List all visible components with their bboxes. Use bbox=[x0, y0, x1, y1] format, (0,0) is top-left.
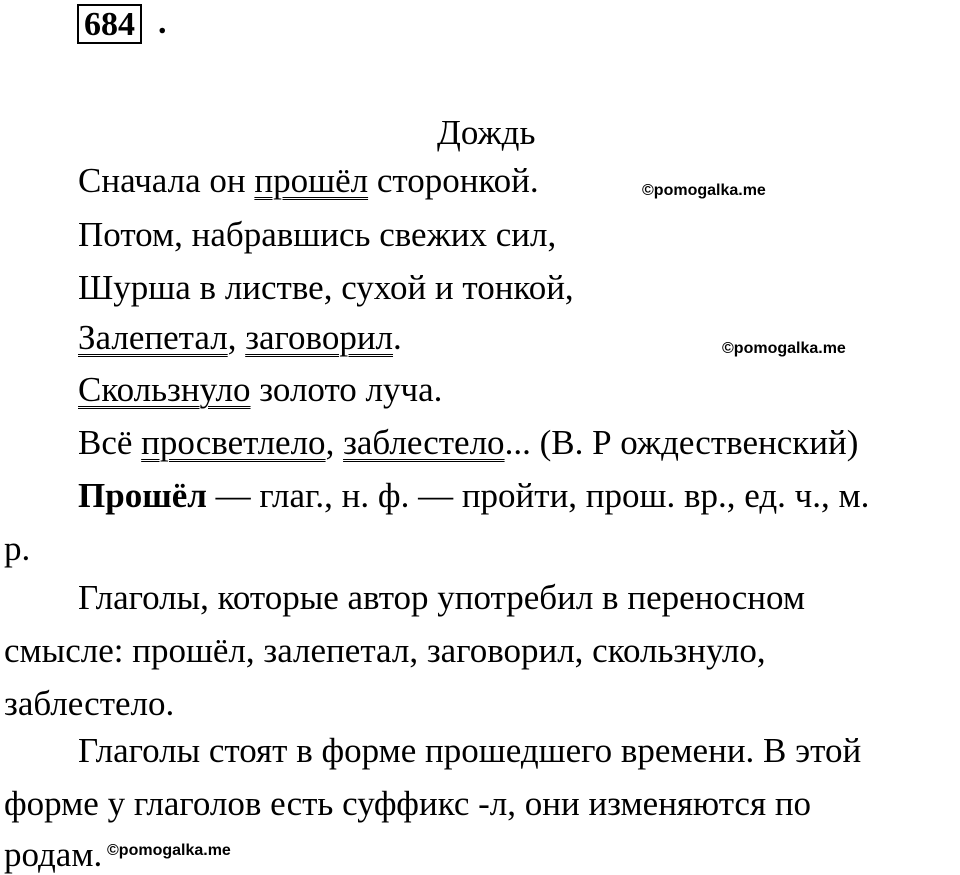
paragraph-1-line-2: смысле: прошёл, залепетал, заговорил, скользнуло, bbox=[4, 631, 766, 670]
verb-zablestelo: заблестело bbox=[343, 423, 505, 462]
poem-line-4 bbox=[78, 318, 402, 358]
poem-line-6-start: Всё bbox=[78, 423, 142, 462]
watermark-1: ©pomogalka.me bbox=[642, 182, 766, 199]
watermark-2: ©pomogalka.me bbox=[722, 340, 846, 357]
poem-line-5-end: золото луча. bbox=[250, 370, 443, 409]
analysis-word: Прошёл bbox=[78, 476, 207, 515]
paragraph-2-line-3: родам. bbox=[4, 835, 103, 874]
exercise-number-dot: . bbox=[158, 4, 167, 41]
verb-zalepetal: Залепетал bbox=[78, 318, 228, 357]
analysis-line-1 bbox=[78, 476, 869, 516]
poem-line-6-sep: , bbox=[325, 423, 344, 462]
poem-title: Дождь bbox=[437, 113, 536, 152]
poem-line-1-start: Сначала он bbox=[78, 161, 255, 200]
exercise-number-box bbox=[77, 4, 142, 44]
verb-proshel: прошёл bbox=[254, 161, 369, 200]
poem-line-4-end: . bbox=[393, 318, 402, 357]
paragraph-2-line-2: форме у глаголов есть суффикс -л, они изменяются по bbox=[4, 784, 812, 823]
paragraph-1-line-1: Глаголы, которые автор употребил в переносном bbox=[78, 578, 805, 617]
exercise-number: 684 bbox=[84, 6, 135, 43]
analysis-line-2: р. bbox=[4, 529, 31, 568]
poem-line-6 bbox=[78, 423, 858, 463]
poem-line-1-end: сторонкой. bbox=[368, 161, 539, 200]
poem-line-6-end: ... (В. Р ождественский) bbox=[504, 423, 859, 462]
verb-skolznulo: Скользнуло bbox=[78, 370, 251, 409]
paragraph-2-line-1: Глаголы стоят в форме прошедшего времени. В этой bbox=[78, 731, 862, 770]
poem-line-2: Потом, набравшись свежих сил, bbox=[78, 215, 557, 254]
watermark-3: ©pomogalka.me bbox=[107, 842, 231, 859]
verb-prosvetlelo: просветлело bbox=[141, 423, 326, 462]
poem-line-4-sep: , bbox=[227, 318, 246, 357]
poem-line-3: Шурша в листве, сухой и тонкой, bbox=[78, 268, 574, 307]
poem-line-5 bbox=[78, 370, 442, 410]
poem-line-1 bbox=[78, 161, 539, 201]
analysis-text: — глаг., н. ф. — пройти, прош. вр., ед. ч., м. bbox=[206, 476, 870, 515]
paragraph-1-line-3: заблестело. bbox=[4, 684, 175, 723]
verb-zagovoril: заговорил bbox=[245, 318, 394, 357]
